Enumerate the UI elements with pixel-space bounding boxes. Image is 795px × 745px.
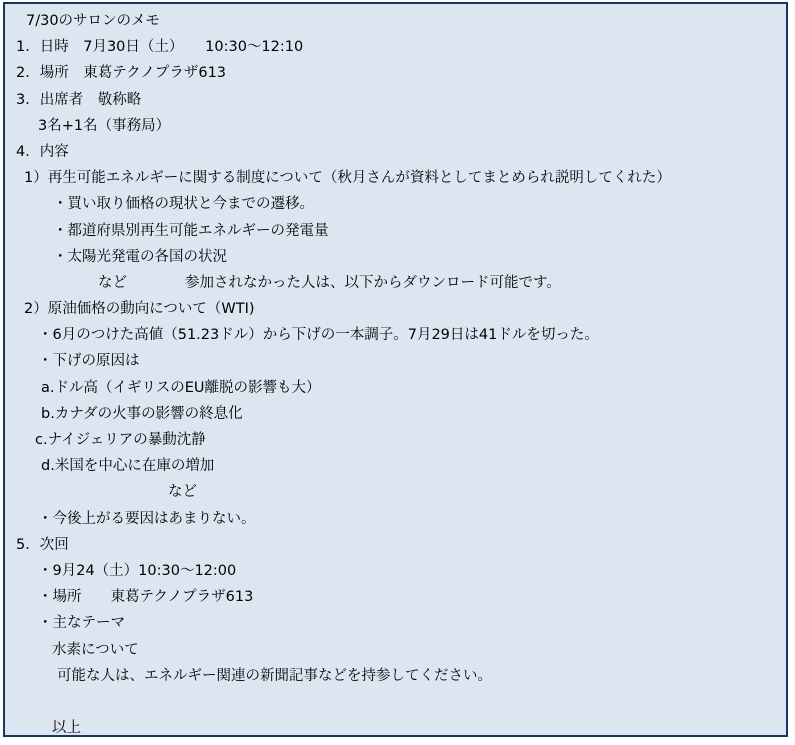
line-cause-c: c.ナイジェリアの暴動沈静 xyxy=(35,432,206,448)
line-attendees-count: 3名+1名（事務局） xyxy=(38,117,171,134)
memo-panel xyxy=(3,2,788,737)
line-next-meeting-header: 5．次回 xyxy=(16,536,69,553)
memo-line: など xyxy=(168,484,197,501)
line-next-theme: 水素について xyxy=(52,641,139,658)
line-topic2-header: 2）原油価格の動向について（WTI) xyxy=(24,301,255,318)
line-contents-header: 4．内容 xyxy=(16,143,69,160)
memo-title: 7/30のサロンのメモ xyxy=(26,13,161,29)
line-request-note: 可能な人は、エネルギー関連の新聞記事などを持参してください。 xyxy=(57,667,492,684)
line-cause-d: d.米国を中心に在庫の増加 xyxy=(41,458,215,475)
memo-line: ・今後上がる要因はあまりない。 xyxy=(38,510,256,527)
line-next-theme-header: ・主なテーマ xyxy=(38,615,125,632)
memo-line: ・下げの原因は xyxy=(38,353,140,370)
line-location: 2．場所 東葛テクノプラザ613 xyxy=(16,65,227,82)
line-closing: 以上 xyxy=(52,720,81,737)
memo-line: ・都道府県別再生可能エネルギーの発電量 xyxy=(53,222,329,239)
memo-line: ・6月のつけた高値（51.23ドル）から下げの一本調子。7月29日は41ドルを切った。 xyxy=(38,327,599,344)
memo-line: ・買い取り価格の現状と今までの遷移。 xyxy=(53,196,314,213)
memo-line: ・太陽光発電の各国の状況 xyxy=(53,248,227,265)
line-next-location: ・場所 東葛テクノプラザ613 xyxy=(38,589,254,606)
line-attendees-header: 3．出席者 敬称略 xyxy=(16,91,142,108)
line-topic1-header: 1）再生可能エネルギーに関する制度について（秋月さんが資料としてまとめられ説明してくれた） xyxy=(24,170,671,187)
line-cause-b: b.カナダの火事の影響の終息化 xyxy=(41,405,243,422)
line-next-datetime: ・9月24（土）10:30～12:00 xyxy=(38,562,237,579)
line-download-note: など 参加されなかった人は、以下からダウンロード可能です。 xyxy=(98,274,561,291)
blank-line xyxy=(5,689,786,715)
line-cause-a: a.ドル高（イギリスのEU離脱の影響も大） xyxy=(41,379,321,396)
line-datetime: 1．日時 7月30日（土） 10:30～12:10 xyxy=(16,39,304,56)
